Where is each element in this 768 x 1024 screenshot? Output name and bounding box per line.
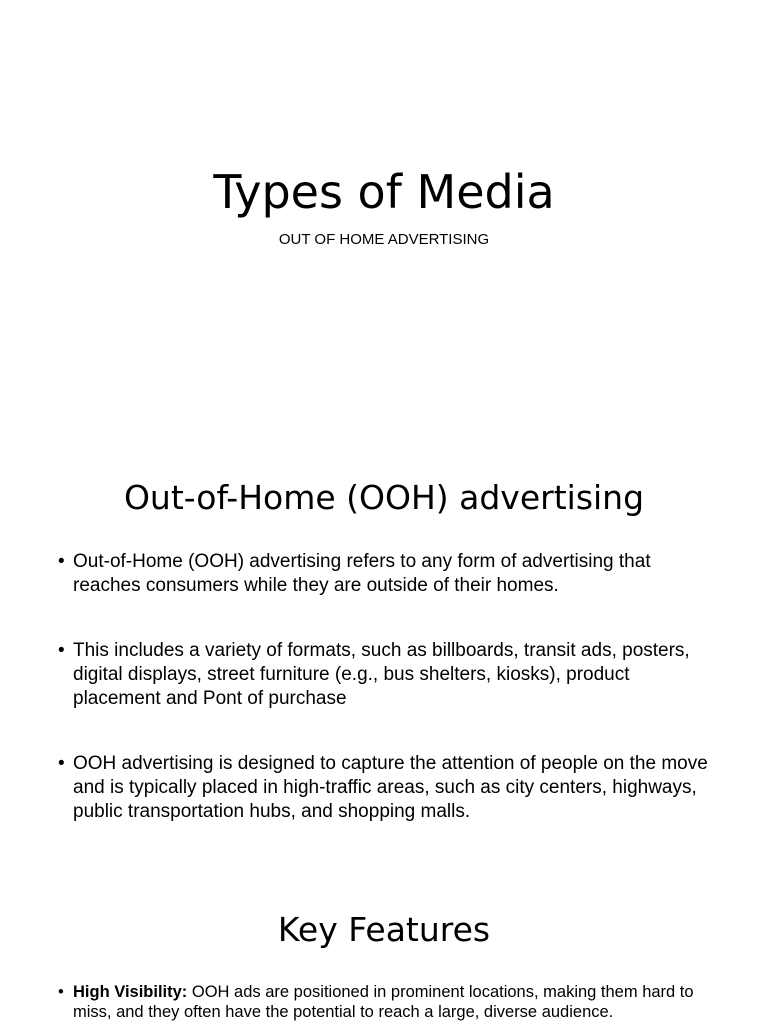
features-heading: Key Features — [277, 910, 491, 949]
bullet-text: Out-of-Home (OOH) advertising refers to any form of advertising that reaches consumers while they are outside of their homes. — [73, 551, 651, 596]
bullet-text: This includes a variety of formats, such as billboards, transit ads, posters, digital displays, street furniture (e.g., bus shelters, kiosks), product placement and Pont of purchase — [73, 640, 690, 709]
ooh-heading: Out-of-Home (OOH) advertising — [123, 478, 645, 517]
bullet-icon: • — [58, 640, 65, 661]
title-slide — [0, 0, 768, 430]
list-item — [58, 639, 718, 711]
ooh-slide — [0, 470, 768, 870]
bullet-icon: • — [58, 753, 65, 774]
page-subtitle: OUT OF HOME ADVERTISING — [278, 231, 490, 248]
bullet-icon: • — [58, 551, 65, 572]
ooh-bullet-list — [58, 550, 718, 865]
list-item — [58, 982, 718, 1022]
list-item — [58, 550, 718, 598]
list-item — [58, 752, 718, 824]
features-bullet-list — [58, 982, 718, 1022]
page-title: Types of Media — [213, 165, 555, 219]
feature-label: High Visibility: — [73, 983, 188, 1001]
bullet-text: OOH advertising is designed to capture the attention of people on the move and is typically placed in high-traffic areas, such as city centers, highways, public transportation hubs, and shopping malls. — [73, 753, 708, 822]
bullet-icon: • — [58, 983, 64, 1001]
feature-text: OOH ads are positioned in prominent locations, making them hard to miss, and they often have the potential to reach a large, diverse audience. — [73, 983, 694, 1021]
features-slide — [0, 900, 768, 1024]
